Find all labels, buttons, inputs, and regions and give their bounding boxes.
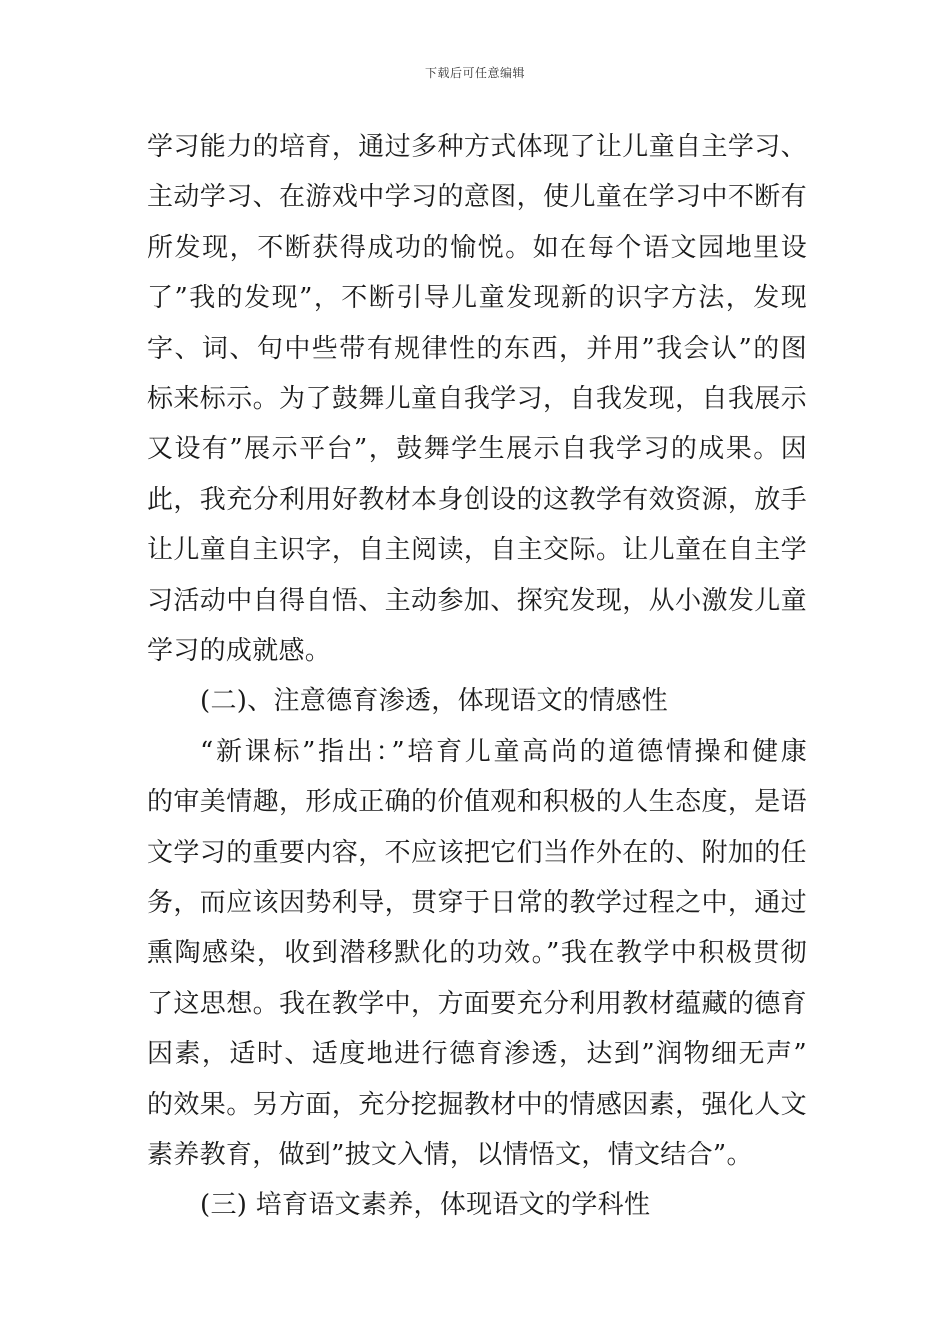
- text-line: 了”我的发现”，不断引导儿童发现新的识字方法，发现: [147, 283, 807, 314]
- text-line: 了这思想。我在教学中，方面要充分利用教材蕴藏的德育: [147, 988, 807, 1019]
- text-line: (三) 培育语文素养，体现语文的学科性: [200, 1190, 651, 1221]
- text-line: 熏陶感染，收到潜移默化的功效。”我在教学中积极贯彻: [147, 938, 807, 969]
- text-line: 主动学习、在游戏中学习的意图，使儿童在学习中不断有: [147, 182, 807, 213]
- text-line: 标来标示。为了鼓舞儿童自我学习，自我发现，自我展示: [147, 384, 807, 414]
- page-header: 下载后可任意编辑: [424, 66, 525, 80]
- text-line: 习活动中自得自悟、主动参加、探究发现，从小激发儿童: [147, 585, 807, 616]
- text-line: 因素，适时、适度地进行德育渗透，达到”润物细无声”: [147, 1039, 807, 1070]
- text-line: 学习的成就感。: [147, 636, 332, 666]
- text-line: 让儿童自主识字，自主阅读，自主交际。让儿童在自主学: [147, 535, 807, 566]
- text-line: 务，而应该因势利导，贯穿于日常的教学过程之中，通过: [147, 888, 807, 918]
- text-line: (二)、注意德育渗透，体现语文的情感性: [200, 686, 668, 717]
- text-line: 又设有”展示平台”，鼓舞学生展示自我学习的成果。因: [147, 434, 807, 465]
- text-line: 文学习的重要内容，不应该把它们当作外在的、附加的任: [147, 837, 807, 868]
- text-line: 素养教育，做到”披文入情，以情悟文，情文结合”。: [147, 1140, 753, 1170]
- text-line: “新课标”指出：”培育儿童高尚的道德情操和健康: [200, 736, 807, 767]
- text-line: 所发现，不断获得成功的愉悦。如在每个语文园地里设: [147, 232, 807, 263]
- text-line: 此，我充分利用好教材本身创设的这教学有效资源，放手: [147, 484, 807, 515]
- text-line: 学习能力的培育，通过多种方式体现了让儿童自主学习、: [147, 132, 807, 162]
- text-line: 字、词、句中些带有规律性的东西，并用”我会认”的图: [147, 333, 807, 364]
- text-line: 的审美情趣，形成正确的价值观和积极的人生态度，是语: [147, 787, 807, 818]
- text-line: 的效果。另方面，充分挖掘教材中的情感因素，强化人文: [147, 1089, 807, 1120]
